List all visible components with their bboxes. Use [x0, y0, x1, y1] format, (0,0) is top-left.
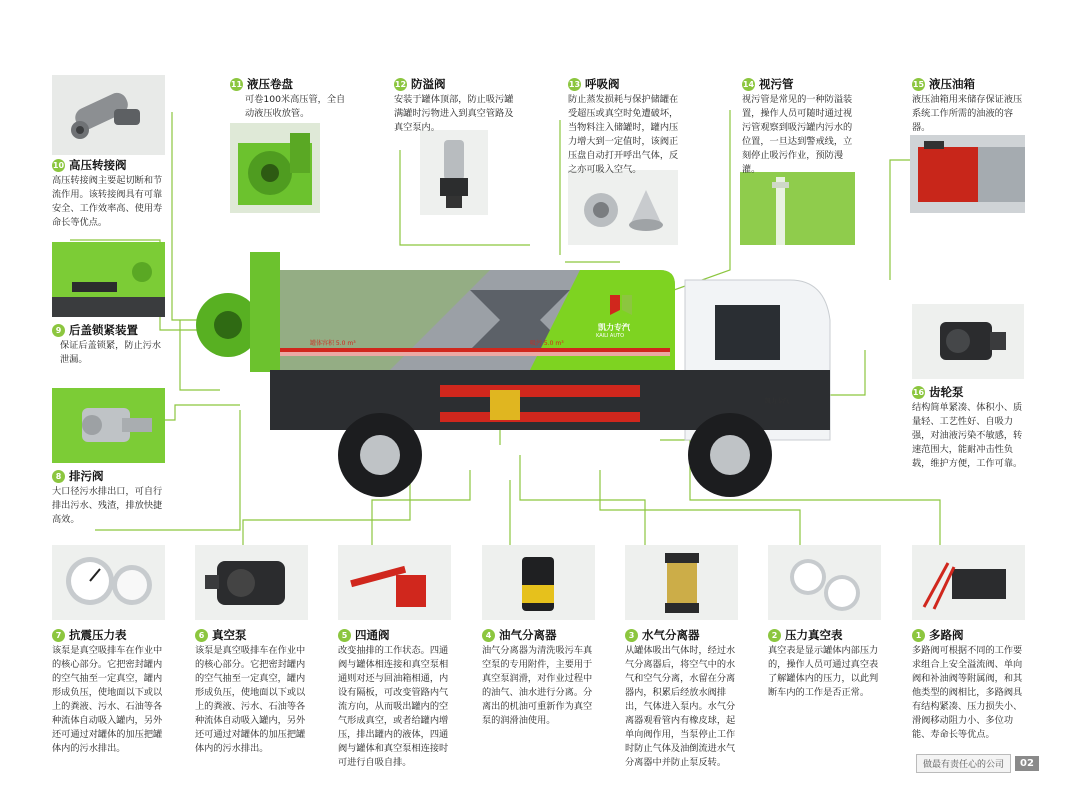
photo-four-way-valve: [338, 545, 451, 620]
photo-hydraulic-tank: [910, 135, 1025, 213]
item-5-desc: 改变抽排的工作状态。四通阀与罐体相连接和真空泵相通则对还与回油箱相通，内设有隔板，可改变管路内气流方向，从而吸出罐内的空气形成真空，或者给罐内增压，排出罐内的液体，四通阀与罐体和真空泵相连接时可进行自吸自排。: [338, 645, 449, 768]
truck-brand-cn: 凯力专汽: [598, 323, 630, 332]
item-13-title: 呼吸阀: [585, 77, 620, 91]
footer-slogan: 做最有责任心的公司: [916, 754, 1011, 773]
tank-text-1: 罐体容积 5.0 m³: [310, 340, 356, 347]
item-9-title: 后盖锁紧装置: [69, 323, 138, 337]
photo-overflow-valve: [420, 130, 488, 215]
item-10-number: 10: [52, 160, 65, 170]
item-13-header: [568, 76, 620, 92]
item-6-desc: 该泵是真空吸排车在作业中的核心部分。它把密封罐内的空气抽至一定真空，罐内形成负压，使地面以下或以上的粪液、污水、石油等各种流体自动吸入罐内，另外还可通过对罐体的加压把罐体内的污水排出。: [195, 645, 306, 754]
photo-rear-lock: [52, 242, 165, 317]
item-3-desc: 从罐体吸出气体时，经过水气分离器后，将空气中的水气和空气分离，水留在分离器内，积累后经放水阀排出，气体进入泵内。水气分离器观看管内有橡皮球，起单向阀作用，当泵停止工作时防止气体及油倒流进水气分离器中并防止泵反转。: [625, 645, 736, 768]
item-12-header: [394, 76, 446, 92]
item-6-title: 真空泵: [212, 628, 247, 642]
item-15-title: 液压油箱: [929, 77, 975, 91]
item-13-desc: 防止蒸发损耗与保护储罐在受超压或真空时免遭破坏，当物料注入储罐时，罐内压力增大到一定值时，该阀正压盘自动打开呼出气体，反之亦可吸入空气。: [568, 94, 679, 175]
item-2-header: [768, 627, 843, 643]
item-1-desc: 多路阀可根据不同的工作要求组合上安全溢流阀、单向阀和补油阀等附属阀，和其他类型的阀相比，多路阀具有结构紧凑、压力损失小、滑阀移动阻力小、多位功能、寿命长等优点。: [912, 645, 1023, 740]
tank-text-2: 吸污 5.0 m³: [530, 340, 564, 347]
item-7-header: [52, 627, 127, 643]
item-7-number: 7: [52, 629, 65, 642]
item-14-header: [742, 76, 794, 92]
item-12-title: 防溢阀: [411, 77, 446, 91]
page-number: 02: [1015, 756, 1039, 771]
photo-vacuum-pump: [195, 545, 308, 620]
footer: [916, 754, 1039, 773]
photo-pressure-gauge: [52, 545, 165, 620]
cab-text: 凯力专汽: [765, 398, 790, 405]
item-9-header: [52, 322, 138, 338]
item-2-number: 2: [768, 629, 781, 642]
item-10-title: 高压转接阀: [69, 158, 127, 172]
item-11-title: 液压卷盘: [247, 77, 293, 91]
item-9-number: 9: [52, 324, 65, 337]
item-7-title: 抗震压力表: [69, 628, 127, 642]
photo-hydraulic-reel: [230, 123, 320, 213]
item-16-number: 16: [912, 387, 925, 397]
item-6-number: 6: [195, 629, 208, 642]
item-11-header: [230, 76, 293, 92]
item-3-title: 水气分离器: [642, 628, 700, 642]
photo-sight-tube: [740, 172, 855, 245]
photo-multi-way-valve: [912, 545, 1025, 620]
item-11-number: 11: [230, 79, 243, 89]
item-10-header: [52, 157, 127, 173]
item-13-number: 13: [568, 79, 581, 89]
item-11-desc: 可卷100米高压管，全自动液压收放管。: [245, 94, 346, 119]
item-14-title: 视污管: [759, 77, 794, 91]
item-4-header: [482, 627, 557, 643]
item-4-number: 4: [482, 629, 495, 642]
item-10-desc: 高压转接阀主要起切断和节流作用。该转接阀具有可靠安全、工作效率高、使用寿命长等优点。: [52, 175, 163, 228]
photo-vacuum-gauge: [768, 545, 881, 620]
photo-discharge-valve: [52, 388, 165, 463]
item-1-title: 多路阀: [929, 628, 964, 642]
item-5-number: 5: [338, 629, 351, 642]
item-3-number: 3: [625, 629, 638, 642]
item-16-desc: 结构简单紧凑、体积小、质量轻、工艺性好、自吸力强，对油液污染不敏感，转速范围大，能耐冲击性负载，维护方便，工作可靠。: [912, 402, 1023, 469]
item-15-number: 15: [912, 79, 925, 89]
item-16-title: 齿轮泵: [929, 385, 964, 399]
item-14-number: 14: [742, 79, 755, 89]
item-8-desc: 大口径污水排出口，可自行排出污水、残渣，排放快捷高效。: [52, 486, 163, 525]
item-14-desc: 视污管是常见的一种防溢装置，操作人员可随时通过视污管观察到吸污罐内污水的位置，一旦达到警戒线，立刻停止吸污作业，预防漫灌。: [742, 94, 853, 175]
item-12-desc: 安装于罐体顶部，防止吸污罐满罐时污物进入到真空管路及真空泵内。: [394, 94, 514, 133]
photo-breather-valve: [568, 170, 678, 245]
item-7-desc: 该泵是真空吸排车在作业中的核心部分。它把密封罐内的空气抽至一定真空，罐内形成负压，使地面以下或以上的粪液、污水、石油等各种流体自动吸入罐内，另外还可通过对罐体的加压把罐体内的污水排出。: [52, 645, 163, 754]
item-1-number: 1: [912, 629, 925, 642]
item-8-header: [52, 468, 104, 484]
item-4-desc: 油气分离器为清洗吸污车真空泵的专用附件，主要用于真空泵润滑，对作业过程中的油气、油水进行分离。分离出的机油可重新作为真空泵的润滑油使用。: [482, 645, 593, 726]
item-12-number: 12: [394, 79, 407, 89]
item-3-header: [625, 627, 700, 643]
item-8-number: 8: [52, 470, 65, 483]
item-8-title: 排污阀: [69, 469, 104, 483]
truck-illustration: [190, 240, 880, 520]
photo-high-pressure-valve: [52, 75, 165, 155]
item-1-header: [912, 627, 964, 643]
item-9-desc: 保证后盖锁紧，防止污水泄漏。: [60, 340, 162, 365]
item-15-header: [912, 76, 975, 92]
item-2-title: 压力真空表: [785, 628, 843, 642]
photo-water-gas-separator: [625, 545, 738, 620]
photo-gear-pump: [912, 304, 1024, 379]
item-2-desc: 真空表是显示罐体内部压力的，操作人员可通过真空表了解罐体内的压力，以此判断车内的工作是否正常。: [768, 645, 879, 698]
photo-oil-gas-separator: [482, 545, 595, 620]
item-6-header: [195, 627, 247, 643]
truck-brand-en: KAILI AUTO: [596, 333, 625, 339]
item-16-header: [912, 384, 964, 400]
item-5-title: 四通阀: [355, 628, 390, 642]
item-5-header: [338, 627, 390, 643]
item-15-desc: 液压油箱用来储存保证液压系统工作所需的油液的容器。: [912, 94, 1023, 133]
item-4-title: 油气分离器: [499, 628, 557, 642]
